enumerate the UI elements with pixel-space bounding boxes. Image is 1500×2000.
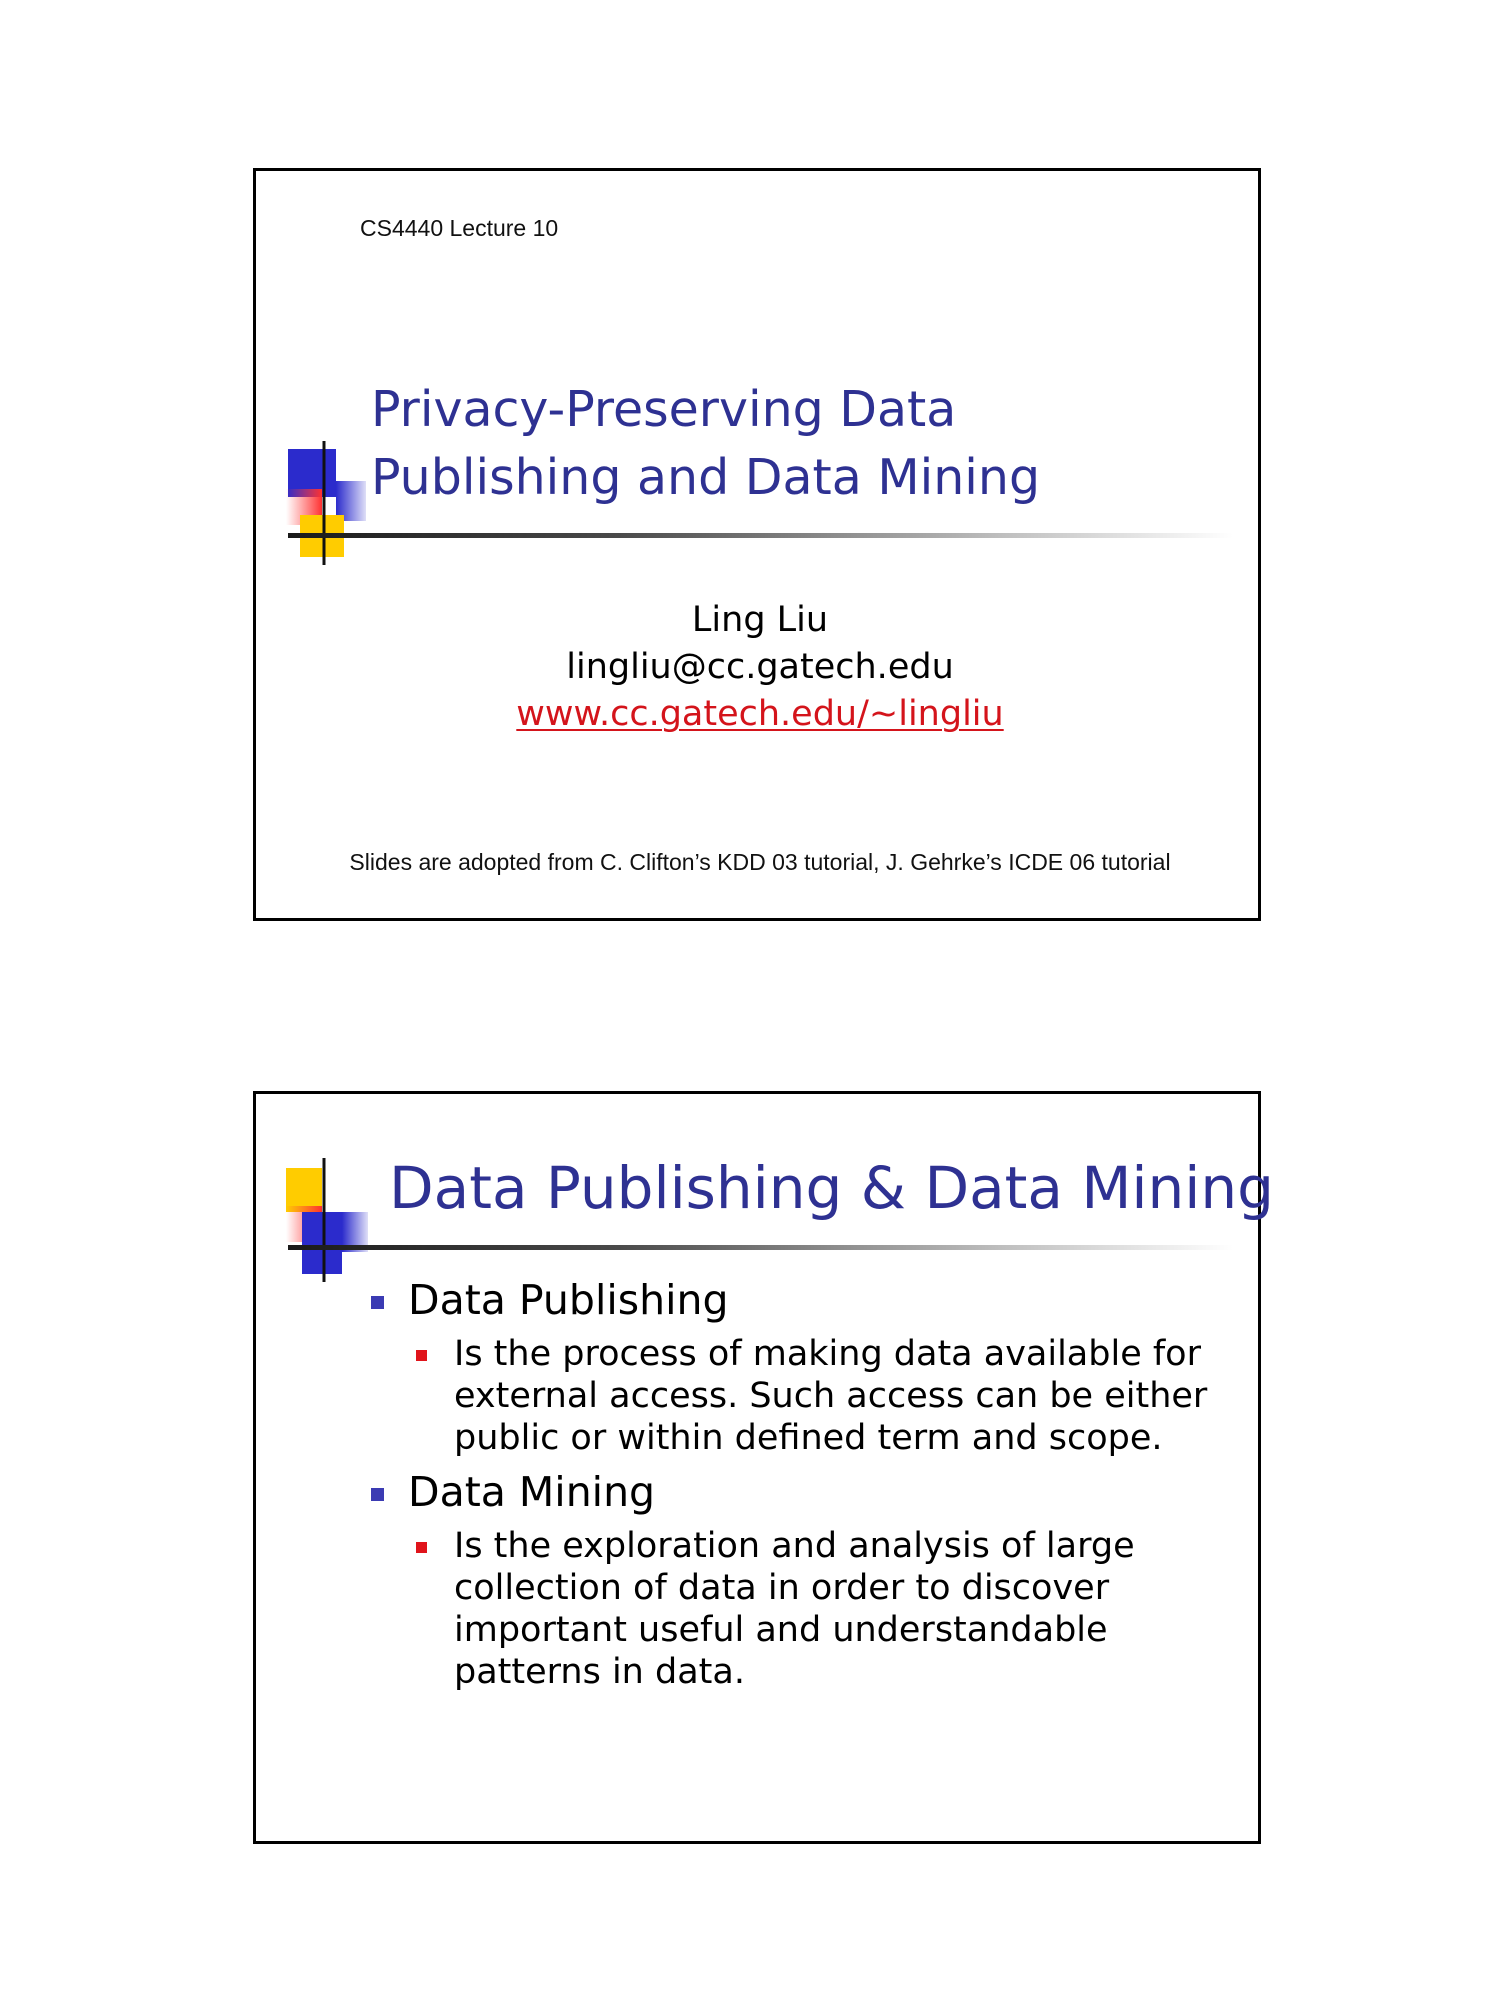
bullet-label: Data Mining [408,1468,656,1516]
square-bullet-icon [371,1488,384,1501]
list-item [366,1275,1226,1325]
bullet-label: Data Publishing [408,1276,729,1324]
sub-bullet-line: patterns in data. [454,1652,745,1692]
slide-2 [253,1091,1274,1844]
author-website-link[interactable]: www.cc.gatech.edu/~lingliu [516,694,1004,734]
slide-1 [253,168,1261,921]
sub-bullet-line: collection of data in order to discover [454,1568,1110,1608]
square-bullet-icon [416,1542,427,1553]
square-bullet-icon [371,1296,384,1309]
title-underline [288,1245,1233,1250]
credits-note: Slides are adopted from C. Clifton’s KDD 03 tutorial, J. Gehrke’s ICDE 06 tutorial [349,849,1171,875]
sub-bullet-line: Is the process of making data available for [454,1334,1201,1374]
title-line: Privacy-Preserving Data [371,381,957,438]
author-name: Ling Liu [691,600,829,640]
square-bullet-icon [416,1350,427,1361]
sub-bullet-line: Is the exploration and analysis of large [454,1526,1135,1566]
sub-list-item [408,1333,1226,1459]
list-item [366,1467,1226,1517]
sub-bullet-line: external access. Such access can be either [454,1376,1208,1416]
author-email: lingliu@cc.gatech.edu [566,647,954,687]
title-underline [288,533,1233,538]
slide-1-title [371,381,1040,517]
sub-bullet-line: public or within defined term and scope. [454,1418,1163,1458]
bullet-list [366,1269,1226,1701]
sub-bullet-line: important useful and understandable [454,1610,1108,1650]
lecture-label: CS4440 Lecture 10 [360,215,559,241]
slide-2-title: Data Publishing & Data Mining [389,1154,1274,1222]
sub-list-item [408,1525,1226,1693]
author-block [256,597,1264,738]
title-line: Publishing and Data Mining [371,449,1041,506]
